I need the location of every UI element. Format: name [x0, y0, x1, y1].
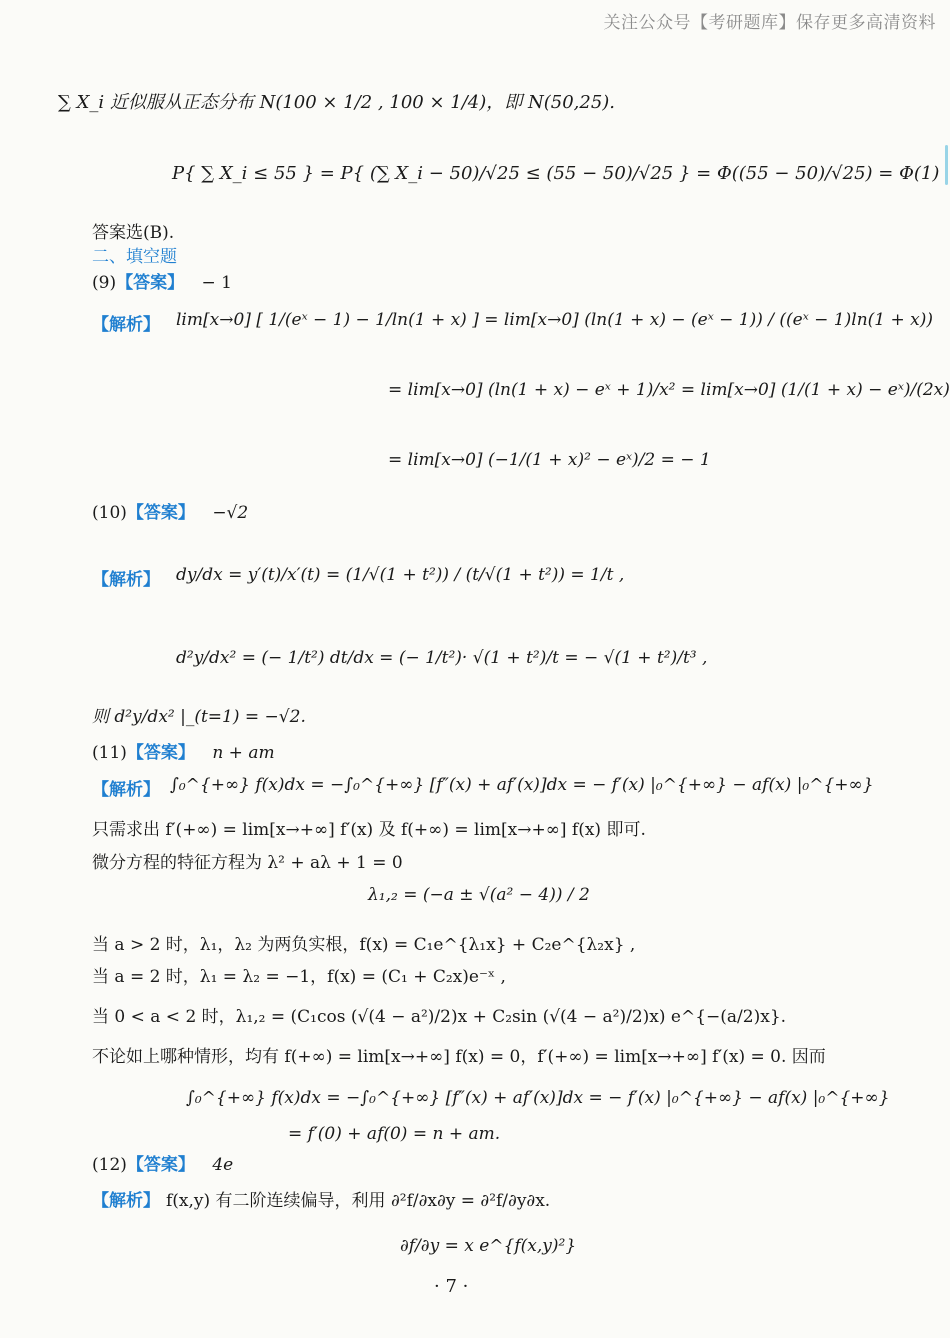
- page-fold-mark: [945, 145, 948, 185]
- q10-step-1: dy/dx = y′(t)/x′(t) = (1/√(1 + t²)) / (t/√(1 + t²)) = 1/t ,: [176, 565, 625, 585]
- q12-analysis-tag: 【解析】: [92, 1191, 160, 1211]
- q9-answer: − 1: [201, 273, 232, 293]
- q11-case-1: 当 a > 2 时，λ₁，λ₂ 为两负实根，f(x) = C₁e^{λ₁x} + C₂e^{λ₂x} ,: [92, 935, 636, 955]
- q11-header: [92, 738, 275, 763]
- q9-step-3: = lim[x→0] (−1/(1 + x)² − eˣ)/2 = − 1: [388, 450, 711, 470]
- q11-number: (11): [92, 743, 127, 763]
- q9-step-2: = lim[x→0] (ln(1 + x) − eˣ + 1)/x² = lim[x→0] (1/(1 + x) − eˣ)/(2x): [388, 380, 950, 400]
- q11-case-2: 当 a = 2 时，λ₁ = λ₂ = −1，f(x) = (C₁ + C₂x)e⁻ˣ ,: [92, 967, 506, 987]
- q9-analysis-tag: 【解析】: [92, 315, 160, 335]
- q11-answer-tag: 【答案】: [126, 743, 195, 763]
- q11-step-3: 微分方程的特征方程为 λ² + aλ + 1 = 0: [92, 853, 403, 873]
- distribution-line: ∑ X_i 近似服从正态分布 N(100 × 1/2 , 100 × 1/4)，即 N(50,25).: [58, 92, 616, 113]
- q12-answer-tag: 【答案】: [126, 1155, 195, 1175]
- q12-number: (12): [92, 1155, 127, 1175]
- section-heading: 二、填空题: [92, 247, 177, 267]
- q11-step-1: ∫₀^{+∞} f(x)dx = −∫₀^{+∞} [f″(x) + af′(x)]dx = − f′(x) |₀^{+∞} − af(x) |₀^{+∞}: [170, 775, 874, 795]
- q11-case-3: 当 0 < a < 2 时，λ₁,₂ = (C₁cos (√(4 − a²)/2)x + C₂sin (√(4 − a²)/2)x) e^{−(a/2)x}.: [92, 1007, 787, 1027]
- watermark: 关注公众号【考研题库】保存更多高清资料: [603, 13, 936, 33]
- q10-step-3: 则 d²y/dx² |_(t=1) = −√2.: [92, 707, 306, 727]
- q12-step-2: ∂f/∂y = x e^{f(x,y)²}: [400, 1236, 577, 1256]
- q11-analysis-tag: 【解析】: [92, 780, 160, 800]
- probability-line: P{ ∑ X_i ≤ 55 } = P{ (∑ X_i − 50)/√25 ≤ (55 − 50)/√25 } = Φ((55 − 50)/√25) = Φ(1): [172, 163, 940, 184]
- q10-number: (10): [92, 503, 127, 523]
- q10-header: [92, 498, 248, 523]
- answer-choice: 答案选(B).: [92, 223, 175, 243]
- q11-answer: n + am: [212, 743, 275, 763]
- q10-analysis-tag: 【解析】: [92, 570, 160, 590]
- q12-header: [92, 1150, 233, 1175]
- q11-result: = f′(0) + af(0) = n + am.: [288, 1124, 501, 1144]
- q11-roots: λ₁,₂ = (−a ± √(a² − 4)) / 2: [368, 885, 590, 905]
- q9-step-1: lim[x→0] [ 1/(eˣ − 1) − 1/ln(1 + x) ] = lim[x→0] (ln(1 + x) − (eˣ − 1)) / ((eˣ − 1)ln(1 + x)): [176, 310, 933, 330]
- q11-conclusion: 不论如上哪种情形，均有 f(+∞) = lim[x→+∞] f(x) = 0，f′(+∞) = lim[x→+∞] f′(x) = 0. 因而: [92, 1047, 826, 1067]
- q9-number: (9): [92, 273, 117, 293]
- page-number: · 7 ·: [434, 1276, 469, 1297]
- q11-integral: ∫₀^{+∞} f(x)dx = −∫₀^{+∞} [f″(x) + af′(x)]dx = − f′(x) |₀^{+∞} − af(x) |₀^{+∞}: [186, 1088, 890, 1108]
- q12-step-1: f(x,y) 有二阶连续偏导，利用 ∂²f/∂x∂y = ∂²f/∂y∂x.: [166, 1191, 551, 1211]
- q9-answer-tag: 【答案】: [116, 273, 185, 293]
- q10-answer: −√2: [212, 503, 249, 523]
- q12-answer: 4e: [212, 1155, 234, 1175]
- q11-step-2: 只需求出 f′(+∞) = lim[x→+∞] f′(x) 及 f(+∞) = lim[x→+∞] f(x) 即可.: [92, 820, 646, 840]
- q10-step-2: d²y/dx² = (− 1/t²) dt/dx = (− 1/t²)· √(1 + t²)/t = − √(1 + t²)/t³ ,: [176, 648, 708, 668]
- q9-header: [92, 268, 232, 293]
- q10-answer-tag: 【答案】: [126, 503, 195, 523]
